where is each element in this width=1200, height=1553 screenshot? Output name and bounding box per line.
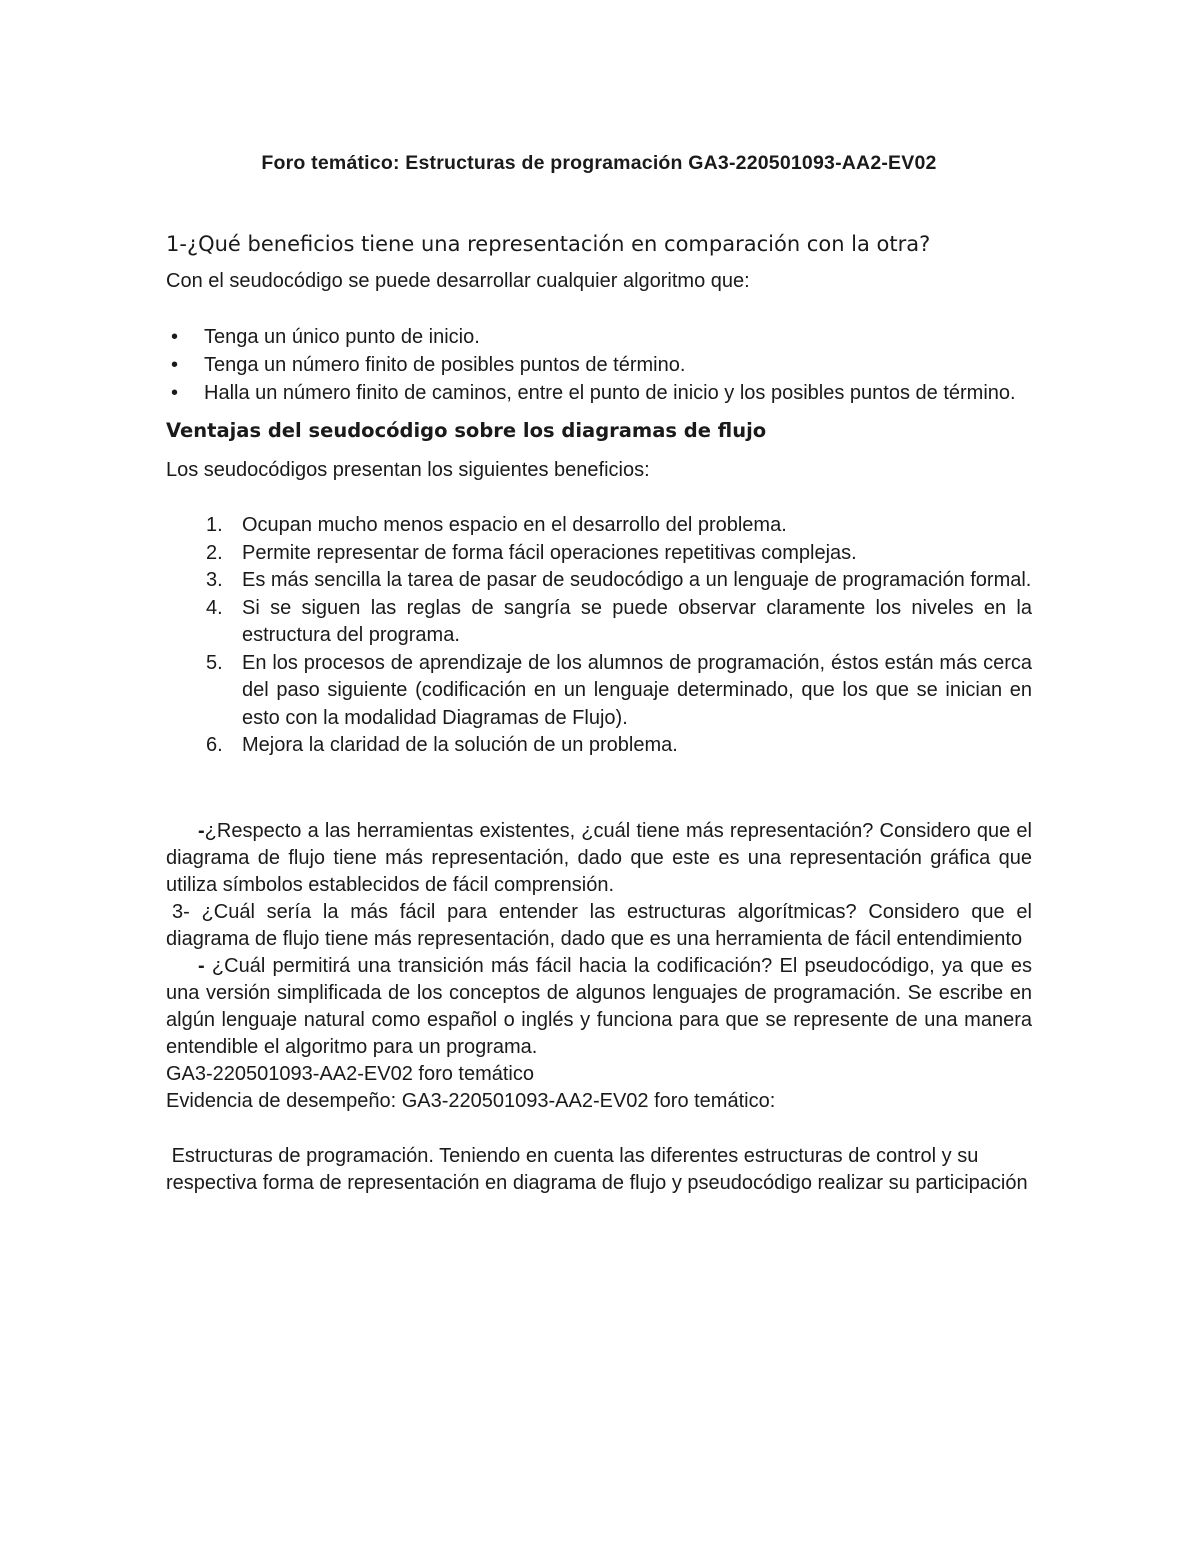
footer-line-3: Estructuras de programación. Teniendo en cuenta las diferentes estructuras de control y su (171, 1144, 979, 1167)
list-item: 4. Si se siguen las reglas de sangría se puede observar claramente los niveles en la estructura del programa. (206, 596, 1032, 646)
list-item: 6. Mejora la claridad de la solución de un problema. (206, 734, 678, 756)
footer-line-4: respectiva forma de representación en diagrama de flujo y pseudocódigo realizar su participación (166, 1171, 1028, 1194)
footer-line-1: GA3-220501093-AA2-EV02 foro temático (166, 1062, 534, 1085)
advantages-heading: Ventajas del seudocódigo sobre los diagramas de flujo (166, 419, 767, 442)
list-item: 5. En los procesos de aprendizaje de los alumnos de programación, éstos están más cerca del paso siguiente (codificación en un lenguaje determinado, que los que se inician en esto con la modalidad Diagramas de Flujo). (206, 651, 1032, 729)
list-item: • Tenga un único punto de inicio. (166, 323, 1032, 351)
list-item: 2. Permite representar de forma fácil operaciones repetitivas complejas. (206, 541, 857, 564)
list-item: • Tenga un número finito de posibles puntos de término. (166, 351, 1032, 379)
question-1-heading: 1-¿Qué beneficios tiene una representación en comparación con la otra? (166, 232, 931, 256)
bullet-icon: • (171, 354, 179, 376)
question-3-paragraph: 3- ¿Cuál sería la más fácil para entender las estructuras algorítmicas? Considero que el diagrama de flujo tiene más representación, dado que es una herramienta de fácil entendimiento (166, 900, 1032, 950)
bullet-icon: • (171, 382, 179, 404)
document-page (166, 150, 1032, 1197)
footer-line-2: Evidencia de desempeño: GA3-220501093-AA2-EV02 foro temático: (166, 1089, 776, 1112)
list-item: 1. Ocupan mucho menos espacio en el desarrollo del problema. (206, 514, 787, 536)
benefits-intro: Los seudocódigos presentan los siguientes beneficios: (166, 459, 650, 481)
list-item: 3. Es más sencilla la tarea de pasar de seudocódigo a un lenguaje de programación formal. (206, 569, 1032, 591)
bullet-icon: • (171, 326, 179, 348)
question-4-paragraph: - ¿Cuál permitirá una transición más fácil hacia la codificación? El pseudocódigo, ya que es una versión simplificada de los conceptos de algunos lenguajes de programación. Se escribe en algún lenguaje natural como español o inglés y funciona para que se represente de una manera entendible el algoritmo para un programa. (166, 954, 1032, 1058)
question-1-intro: Con el seudocódigo se puede desarrollar cualquier algoritmo que: (166, 270, 750, 292)
list-item: • Halla un número finito de caminos, entre el punto de inicio y los posibles puntos de término. (166, 379, 1032, 407)
document-title: Foro temático: Estructuras de programación GA3-220501093-AA2-EV02 (261, 152, 937, 174)
question-2-paragraph: -¿Respecto a las herramientas existentes, ¿cuál tiene más representación? Considero que el diagrama de flujo tiene más representación, dado que este es una representación gráfica que utiliza símbolos establecidos de fácil comprensión. (166, 819, 1032, 896)
algorithm-conditions-list (166, 323, 1032, 407)
benefits-list (166, 512, 1032, 760)
